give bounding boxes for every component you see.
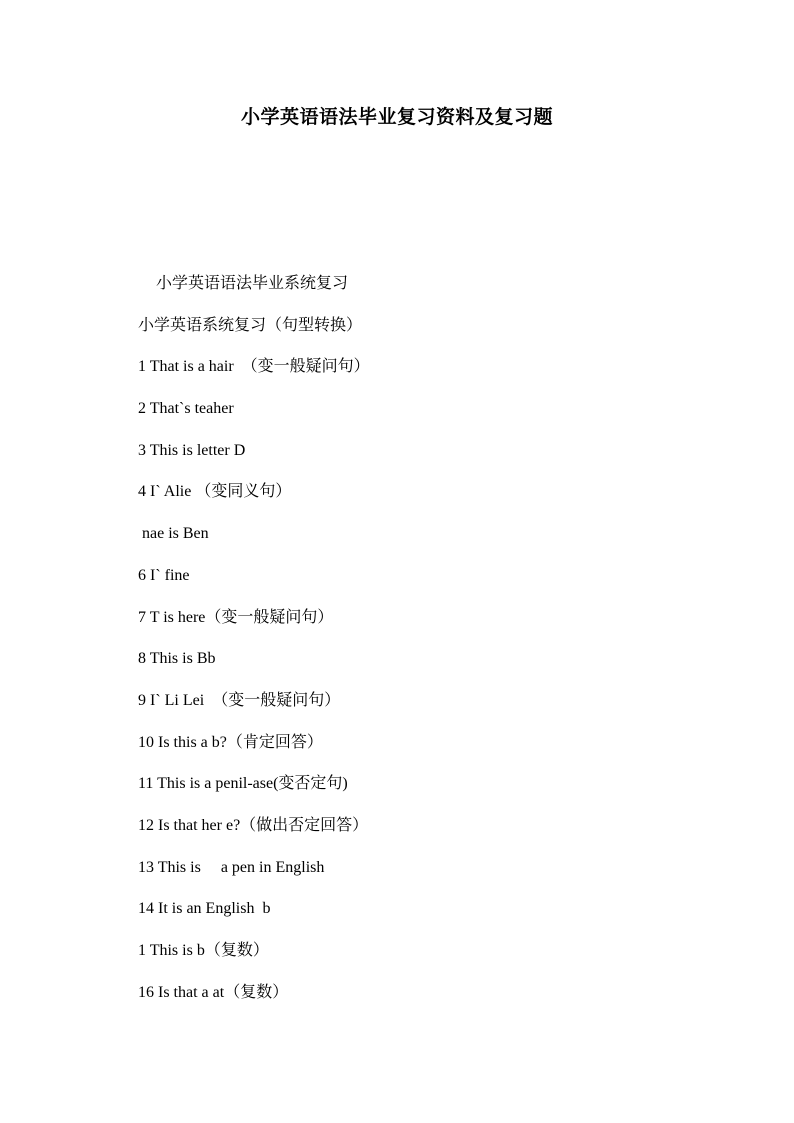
exercise-line: 13 This is a pen in English (138, 858, 325, 876)
exercise-line: 14 It is an English b (138, 900, 271, 918)
exercise-line: 12 Is that her e?（做出否定回答） (138, 816, 369, 834)
document-title: 小学英语语法毕业复习资料及复习题 (240, 107, 553, 128)
exercise-line: 7 T is here（变一般疑问句） (138, 608, 334, 626)
exercise-line: nae is Ben (142, 525, 209, 543)
exercise-line: 3 This is letter D (138, 441, 246, 459)
exercise-line: 10 Is this a b?（肯定回答） (138, 733, 323, 751)
exercise-line: 9 I` Li Lei （变一般疑问句） (138, 691, 341, 709)
exercise-line: 2 That`s teaher (138, 400, 234, 418)
exercise-line: 6 I` fine (138, 566, 190, 584)
exercise-line: 16 Is that a at（复数） (138, 983, 289, 1001)
exercise-list (138, 269, 738, 1019)
exercise-line: 11 This is a penil-ase(变否定句) (138, 775, 348, 793)
exercise-line: 8 This is Bb (138, 650, 216, 668)
section-heading: 小学英语语法毕业系统复习 (156, 275, 349, 292)
exercise-line: 1 That is a hair （变一般疑问句） (138, 358, 370, 376)
exercise-line: 4 I` Alie （变同义句） (138, 483, 292, 501)
section-subheading: 小学英语系统复习（句型转换） (138, 316, 363, 334)
exercise-line: 1 This is b（复数） (138, 942, 269, 959)
